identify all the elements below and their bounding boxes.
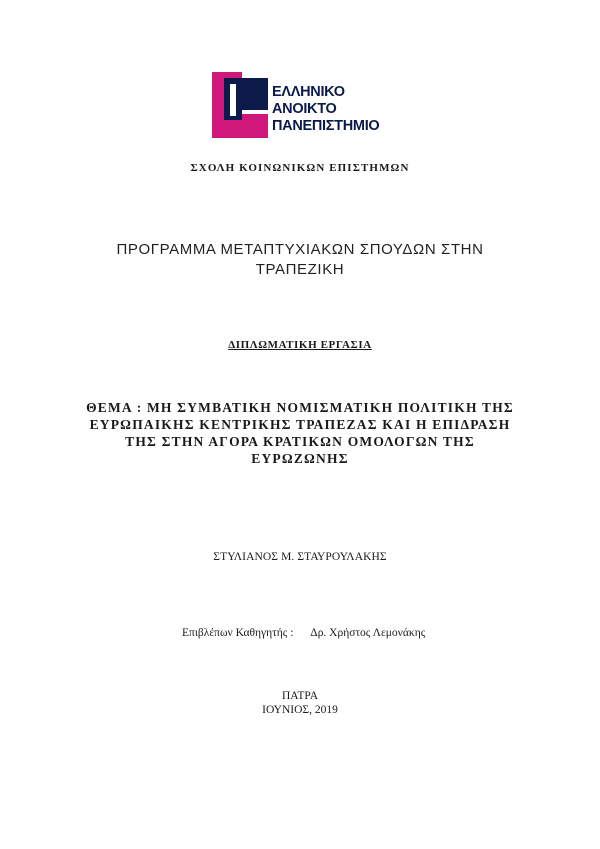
thesis-type-heading: ΔΙΠΛΩΜΑΤΙΚΗ ΕΡΓΑΣΙΑ xyxy=(228,339,372,351)
program-title-line-1: ΠΡΟΓΡΑΜΜΑ ΜΕΤΑΠΤΥΧΙΑΚΩΝ ΣΠΟΥΔΩΝ ΣΤΗΝ xyxy=(116,241,484,258)
city: ΠΑΤΡΑ xyxy=(281,690,319,702)
supervisor-name: Δρ. Χρήστος Λεμονάκης xyxy=(310,627,426,639)
author-name: ΣΤΥΛΙΑΝΟΣ Μ. ΣΤΑΥΡΟΥΛΑΚΗΣ xyxy=(213,551,387,563)
logo-line-2: ΑΝΟΙΚΤΟ xyxy=(272,101,337,117)
topic-line-3: ΤΗΣ ΣΤΗΝ ΑΓΟΡΑ ΚΡΑΤΙΚΩΝ ΟΜΟΛΟΓΩΝ ΤΗΣ xyxy=(125,434,475,449)
supervisor-line xyxy=(182,627,425,639)
school-name: ΣΧΟΛΗ ΚΟΙΝΩΝΙΚΩΝ ΕΠΙΣΤΗΜΩΝ xyxy=(190,162,410,174)
university-logo xyxy=(212,70,402,140)
logo-mark-icon xyxy=(212,70,270,140)
logo-line-1: ΕΛΛΗΝΙΚΟ xyxy=(272,84,345,100)
topic-line-2: ΕΥΡΩΠΑΙΚΗΣ ΚΕΝΤΡΙΚΗΣ ΤΡΑΠΕΖΑΣ ΚΑΙ Η ΕΠΙΔΡΑΣΗ xyxy=(89,417,511,432)
program-title-line-2: ΤΡΑΠΕΖΙΚΗ xyxy=(255,261,345,278)
topic-line-1: ΘΕΜΑ : ΜΗ ΣΥΜΒΑΤΙΚΗ ΝΟΜΙΣΜΑΤΙΚΗ ΠΟΛΙΤΙΚΗ ΤΗΣ xyxy=(86,400,514,415)
program-title xyxy=(0,240,600,280)
thesis-topic xyxy=(70,399,530,467)
logo-line-3: ΠΑΝΕΠΙΣΤΗΜΙΟ xyxy=(272,118,380,134)
topic-line-4: ΕΥΡΩΖΩΝΗΣ xyxy=(251,451,349,466)
logo-wordmark xyxy=(272,84,379,135)
supervisor-label: Επιβλέπων Καθηγητής : xyxy=(182,627,294,639)
date: ΙΟΥΝΙΟΣ, 2019 xyxy=(262,704,338,716)
